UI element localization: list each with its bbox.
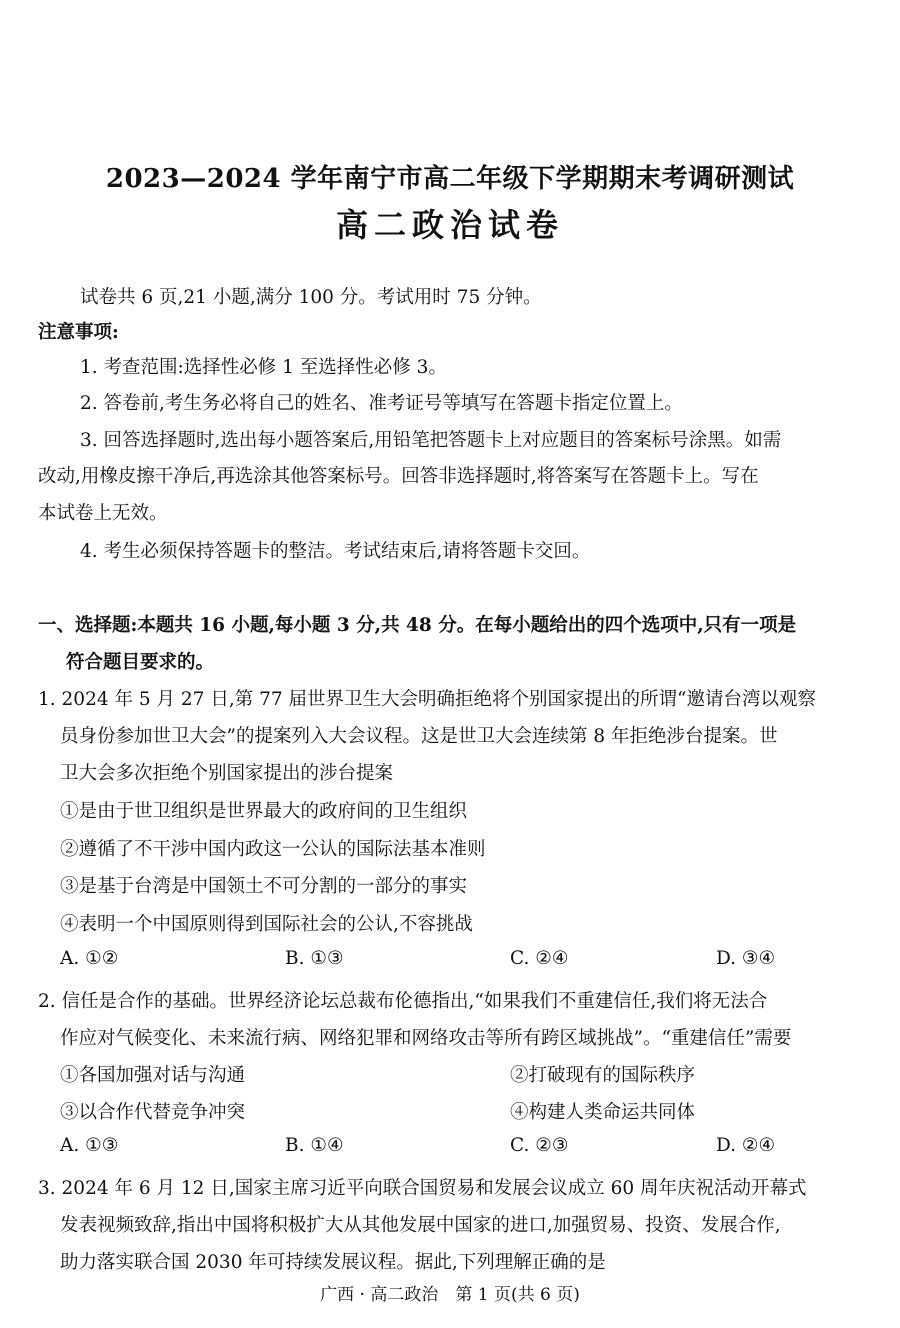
- note-item: 3. 回答选择题时,选出每小题答案后,用铅笔把答题卡上对应题目的答案标号涂黑。如需: [80, 430, 782, 451]
- note-item-continued: 改动,用橡皮擦干净后,再选涂其他答案标号。回答非选择题时,将答案写在答题卡上。写在: [38, 466, 759, 487]
- section-heading: 一、选择题:本题共 16 小题,每小题 3 分,共 48 分。在每小题给出的四个选项中,只有一项是: [38, 615, 797, 636]
- question-2-stem: 2. 信任是合作的基础。世界经济论坛总裁布伦德指出,“如果我们不重建信任,我们将无法合: [38, 991, 768, 1012]
- question-2-option-b: B. ①④: [285, 1135, 344, 1156]
- question-2-statement: ①各国加强对话与沟通: [60, 1065, 246, 1086]
- question-2-stem: 作应对气候变化、未来流行病、网络犯罪和网络攻击等所有跨区域挑战”。“重建信任”需要: [60, 1028, 792, 1049]
- question-1-stem: 卫大会多次拒绝个别国家提出的涉台提案: [60, 763, 394, 784]
- question-3-stem: 助力落实联合国 2030 年可持续发展议程。据此,下列理解正确的是: [60, 1252, 606, 1273]
- note-item: 4. 考生必须保持答题卡的整洁。考试结束后,请将答题卡交回。: [80, 541, 591, 562]
- question-1-option-a: A. ①②: [60, 948, 119, 969]
- exam-title: 2023—2024 学年南宁市高二年级下学期期末考调研测试: [105, 164, 795, 194]
- question-1-option-c: C. ②④: [510, 948, 569, 969]
- question-1-stem: 员身份参加世卫大会”的提案列入大会议程。这是世卫大会连续第 8 年拒绝涉台提案。世: [60, 726, 778, 747]
- page-footer: 广西 · 高二政治 第 1 页(共 6 页): [320, 1285, 580, 1305]
- exam-subtitle: 高二政治试卷: [335, 206, 564, 244]
- question-1-statement: ②遵循了不干涉中国内政这一公认的国际法基本准则: [60, 839, 486, 860]
- question-2-option-c: C. ②③: [510, 1135, 569, 1156]
- question-2-statement: ③以合作代替竞争冲突: [60, 1102, 246, 1123]
- question-1-stem: 1. 2024 年 5 月 27 日,第 77 届世界卫生大会明确拒绝将个别国家提出的所谓“邀请台湾以观察: [38, 689, 816, 710]
- notes-heading: 注意事项:: [38, 322, 119, 343]
- section-heading-continued: 符合题目要求的。: [66, 652, 215, 673]
- question-2-option-d: D. ②④: [716, 1135, 776, 1156]
- note-item-continued: 本试卷上无效。: [38, 503, 168, 524]
- note-item: 1. 考查范围:选择性必修 1 至选择性必修 3。: [80, 357, 447, 378]
- question-1-statement: ①是由于世卫组织是世界最大的政府间的卫生组织: [60, 801, 468, 822]
- question-2-statement: ④构建人类命运共同体: [510, 1102, 696, 1123]
- intro-text: 试卷共 6 页,21 小题,满分 100 分。考试用时 75 分钟。: [80, 287, 542, 308]
- question-1-option-d: D. ③④: [716, 948, 776, 969]
- question-2-statement: ②打破现有的国际秩序: [510, 1065, 696, 1086]
- question-1-option-b: B. ①③: [285, 948, 344, 969]
- note-item: 2. 答卷前,考生务必将自己的姓名、准考证号等填写在答题卡指定位置上。: [80, 393, 683, 414]
- question-3-stem: 发表视频致辞,指出中国将积极扩大从其他发展中国家的进口,加强贸易、投资、发展合作,: [60, 1215, 781, 1236]
- question-1-statement: ④表明一个中国原则得到国际社会的公认,不容挑战: [60, 914, 473, 935]
- question-1-statement: ③是基于台湾是中国领土不可分割的一部分的事实: [60, 876, 468, 897]
- question-3-stem: 3. 2024 年 6 月 12 日,国家主席习近平向联合国贸易和发展会议成立 60 周年庆祝活动开幕式: [38, 1178, 807, 1199]
- question-2-option-a: A. ①③: [60, 1135, 119, 1156]
